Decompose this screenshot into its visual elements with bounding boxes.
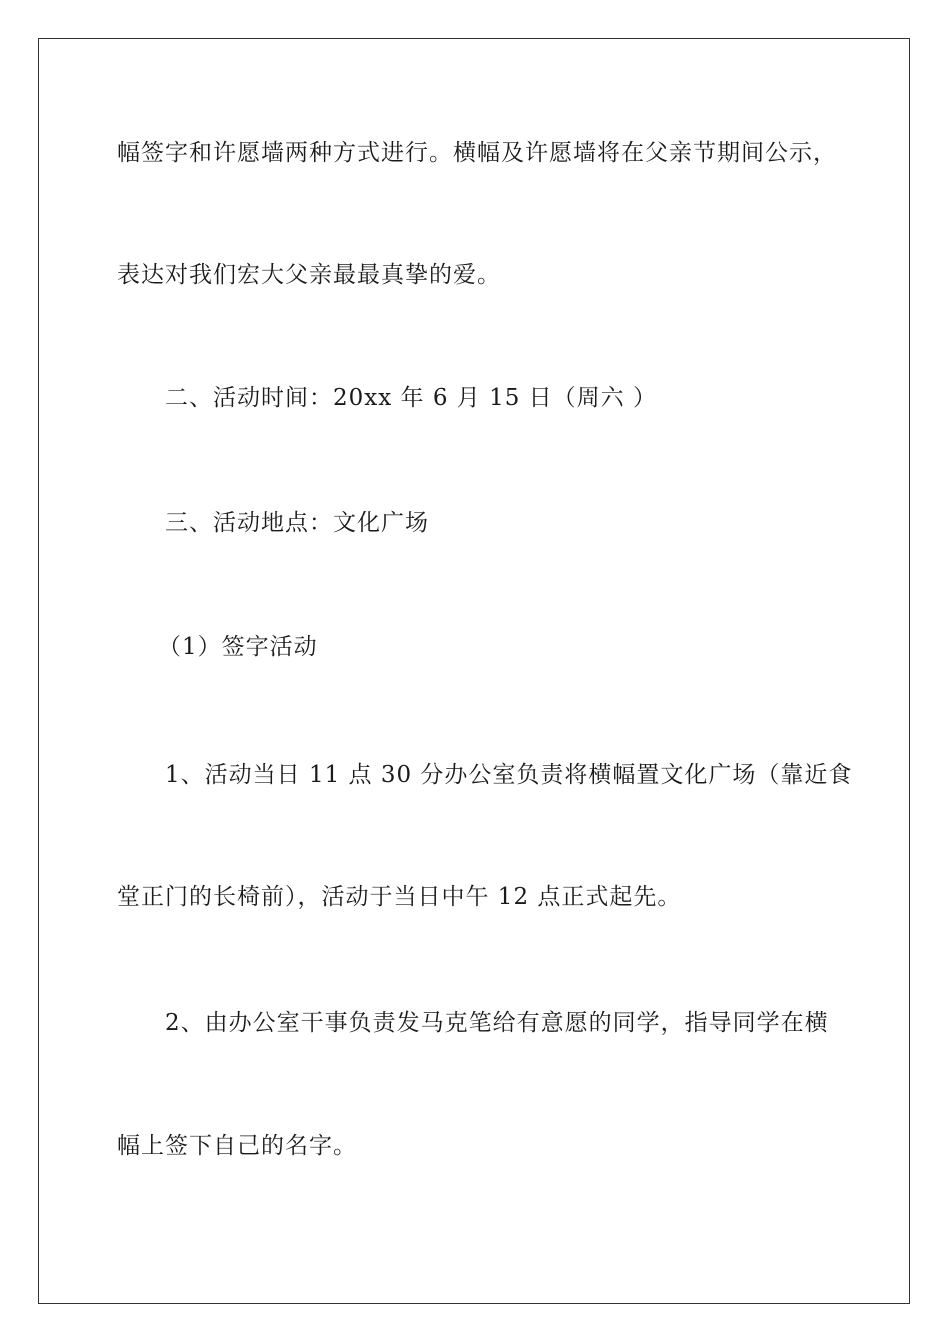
paragraph-line: 表达对我们宏大父亲最最真挚的爱。 <box>117 262 501 288</box>
paragraph-line: 堂正门的长椅前），活动于当日中午 12 点正式起先。 <box>117 884 682 910</box>
paragraph-line: 2、由办公室干事负责发马克笔给有意愿的同学，指导同学在横 <box>165 1010 829 1036</box>
paragraph-line: 幅上签下自己的名字。 <box>117 1133 357 1159</box>
subsection-heading-signing: （1）签字活动 <box>158 634 318 660</box>
section-heading-time: 二、活动时间：20xx 年 6 月 15 日（周六 ） <box>165 385 657 411</box>
section-heading-location: 三、活动地点：文化广场 <box>165 510 429 536</box>
page-frame <box>38 38 910 1304</box>
paragraph-line: 1、活动当日 11 点 30 分办公室负责将横幅置文化广场（靠近食 <box>165 762 853 788</box>
paragraph-line: 幅签字和许愿墙两种方式进行。横幅及许愿墙将在父亲节期间公示， <box>117 140 837 166</box>
